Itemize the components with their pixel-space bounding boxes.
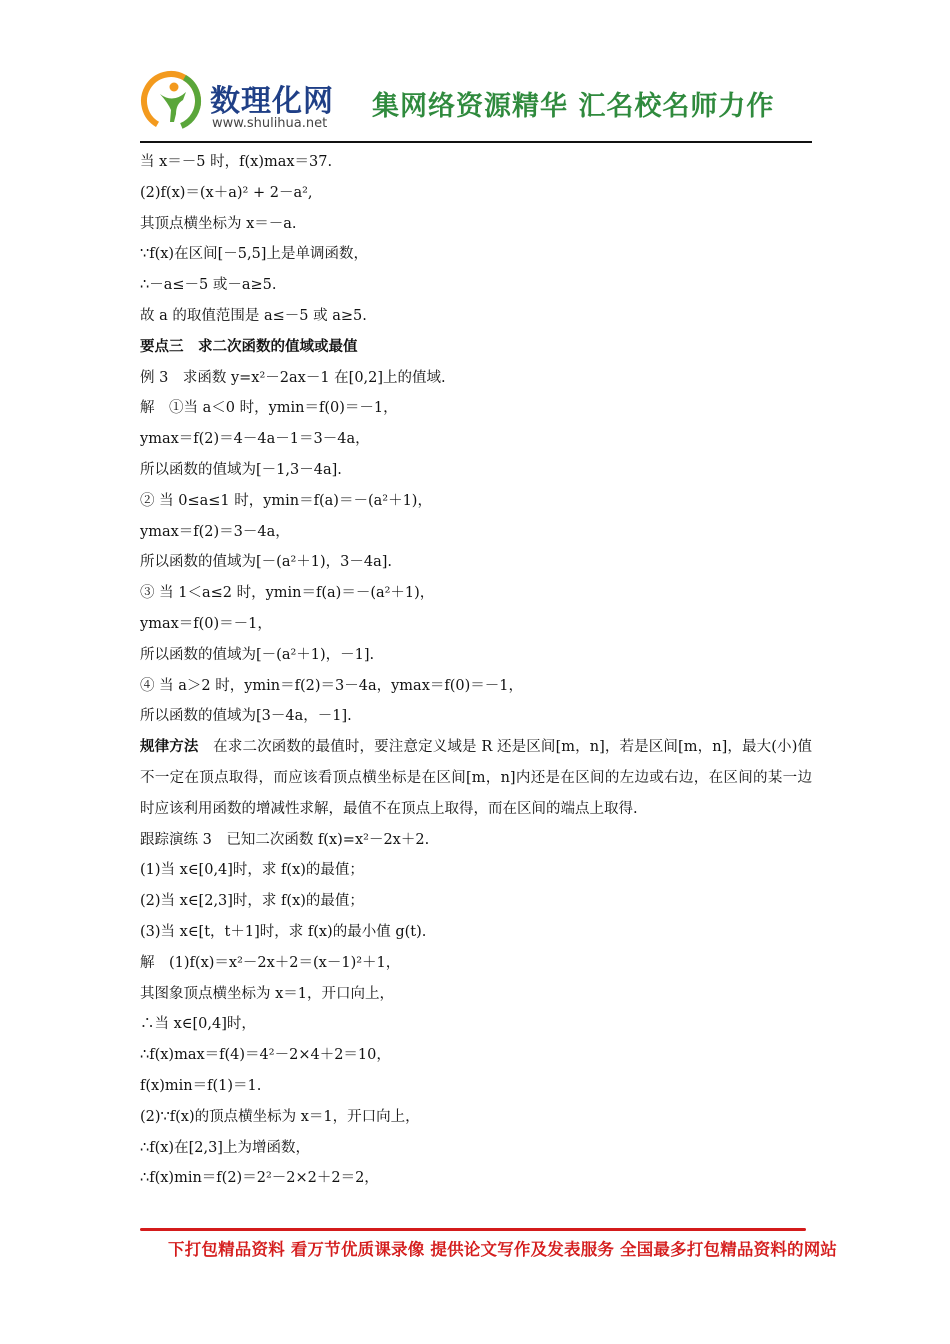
- header-slogan: 集网络资源精华 汇名校名师力作: [372, 91, 775, 122]
- text-line: f(x)min＝f(1)＝1.: [140, 1077, 262, 1094]
- method-paragraph: [140, 732, 812, 824]
- text-line: 当 x＝－5 时，f(x)max＝37.: [140, 154, 333, 170]
- text-line: (2)f(x)＝(x＋a)² + 2－a²,: [140, 184, 313, 201]
- text-line: 所以函数的值域为[3－4a，－1].: [140, 708, 352, 725]
- brand-url: www.shulihua.net: [212, 116, 328, 131]
- practice-title: 跟踪演练 3 已知二次函数 f(x)=x²－2x＋2.: [140, 831, 430, 848]
- text-line: ymax＝f(0)＝－1，: [140, 615, 272, 632]
- section-heading: 要点三 求二次函数的值域或最值: [140, 338, 358, 355]
- text-line: ∴当 x∈[0,4]时，: [140, 1016, 256, 1033]
- text-line: (2)∵f(x)的顶点横坐标为 x＝1，开口向上，: [140, 1108, 420, 1125]
- text-line: 所以函数的值域为[－(a²＋1)，3－4a].: [140, 554, 393, 571]
- text-line: ∴－a≤－5 或－a≥5.: [140, 277, 277, 294]
- text-line: ② 当 0≤a≤1 时，ymin＝f(a)＝－(a²＋1)，: [140, 492, 432, 509]
- text-line: ∵f(x)在区间[－5,5]上是单调函数，: [140, 246, 368, 263]
- text-line: 解 ①当 a＜0 时，ymin＝f(0)＝－1，: [140, 400, 398, 417]
- text-line: ③ 当 1＜a≤2 时，ymin＝f(a)＝－(a²＋1)，: [140, 585, 435, 602]
- logo-icon: [140, 70, 202, 132]
- text-line: 其顶点横坐标为 x＝－a.: [140, 215, 297, 232]
- text-line: 解 (1)f(x)＝x²－2x＋2＝(x－1)²＋1，: [140, 954, 401, 971]
- text-line: 其图象顶点横坐标为 x＝1，开口向上，: [140, 985, 395, 1002]
- footer-banner: 下打包精品资料 看万节优质课录像 提供论文写作及发表服务 全国最多打包精品资料的网站: [168, 1240, 838, 1259]
- page-header: [140, 70, 812, 142]
- brand-name: 数理化网: [210, 84, 334, 119]
- text-line: 所以函数的值域为[－(a²＋1)，－1].: [140, 646, 375, 663]
- header-divider: [140, 141, 812, 143]
- method-text: 在求二次函数的最值时，要注意定义域是 R 还是区间[m，n]，若是区间[m，n]，最大(小)值不一定在顶点取得，而应该看顶点横坐标是在区间[m，n]内还是在区间的左边或右边，在区间的某一边时应该利用函数的增减性求解，最值不在顶点上取得，而在区间的端点上取得.: [140, 739, 812, 817]
- example-title: 例 3 求函数 y=x²－2ax－1 在[0,2]上的值域.: [140, 369, 446, 386]
- text-line: ④ 当 a＞2 时，ymin＝f(2)＝3－4a，ymax＝f(0)＝－1，: [140, 677, 524, 694]
- footer-divider: [140, 1228, 806, 1231]
- text-line: (2)当 x∈[2,3]时，求 f(x)的最值；: [140, 893, 364, 910]
- text-line: ymax＝f(2)＝4－4a－1＝3－4a，: [140, 431, 370, 448]
- text-line: ymax＝f(2)＝3－4a，: [140, 523, 290, 540]
- text-line: ∴f(x)在[2,3]上为增函数，: [140, 1139, 310, 1156]
- method-label: 规律方法: [140, 739, 199, 756]
- text-line: ∴f(x)max＝f(4)＝4²－2×4＋2＝10，: [140, 1047, 391, 1064]
- document-body: [140, 147, 812, 1194]
- text-line: ∴f(x)min＝f(2)＝2²－2×2＋2＝2，: [140, 1170, 379, 1187]
- text-line: (1)当 x∈[0,4]时，求 f(x)的最值；: [140, 862, 364, 879]
- text-line: 故 a 的取值范围是 a≤－5 或 a≥5.: [140, 307, 367, 324]
- text-line: 所以函数的值域为[－1,3－4a].: [140, 461, 342, 478]
- text-line: (3)当 x∈[t，t＋1]时，求 f(x)的最小值 g(t).: [140, 923, 427, 940]
